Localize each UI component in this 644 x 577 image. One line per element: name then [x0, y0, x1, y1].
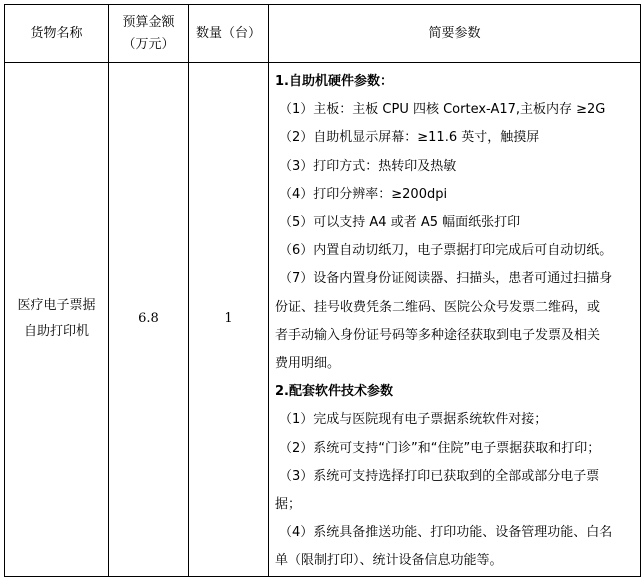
quantity-cell	[189, 63, 269, 577]
goods-name-line1: 医疗电子票据	[17, 298, 96, 314]
budget-cell	[109, 63, 189, 577]
goods-name-cell	[5, 63, 109, 577]
software-item-3-line: （3）系统可支持选择打印已获取到的全部或部分电子票	[279, 468, 600, 484]
software-item-3-line: 据；	[275, 497, 302, 513]
header-budget-line2: （万元）	[122, 36, 175, 52]
hardware-item-7-line: 份证、挂号收费凭条二维码、医院公众号发票二维码，或	[275, 299, 601, 315]
hardware-item: （1）主板：主板 CPU 四核 Cortex-A17,主板内存 ≥2G	[279, 102, 606, 118]
procurement-table	[4, 4, 641, 577]
quantity-value: 1	[224, 311, 233, 327]
header-goods-name: 货物名称	[5, 5, 109, 63]
hardware-item: （3）打印方式：热转印及热敏	[279, 158, 457, 174]
software-item-4-line: （4）系统具备推送功能、打印功能、设备管理功能、白名	[279, 525, 613, 541]
hardware-item-7-line: 者手动输入身份证号码等多种途径获取到电子发票及相关	[275, 327, 601, 343]
hardware-item: （5）可以支持 A4 或者 A5 幅面纸张打印	[279, 215, 521, 231]
budget-value: 6.8	[138, 311, 159, 327]
header-spec: 简要参数	[269, 5, 641, 63]
hardware-item-7-line: （7）设备内置身份证阅读器、扫描头，患者可通过扫描身	[279, 271, 613, 287]
software-item-4-line: 单（限制打印）、统计设备信息功能等。	[275, 553, 503, 569]
header-quantity: 数量（台）	[189, 5, 269, 63]
software-item: （2）系统可支持“门诊”和“住院”电子票据获取和打印；	[279, 440, 601, 456]
software-section-title: 2.配套软件技术参数	[275, 384, 393, 400]
spec-cell	[269, 63, 641, 577]
hardware-item: （6）内置自动切纸刀，电子票据打印完成后可自动切纸。	[279, 243, 613, 259]
header-budget	[109, 5, 189, 63]
hardware-item: （2）自助机显示屏幕：≥11.6 英寸，触摸屏	[279, 130, 540, 146]
data-row	[5, 63, 641, 577]
hardware-item-7-line: 费用明细。	[275, 356, 341, 372]
goods-name-line2: 自助打印机	[23, 324, 89, 340]
header-row	[5, 5, 641, 63]
software-item: （1）完成与医院现有电子票据系统软件对接；	[279, 412, 548, 428]
hardware-item: （4）打印分辨率：≥200dpi	[279, 186, 448, 202]
hardware-section-title: 1.自助机硬件参数：	[275, 74, 393, 89]
header-budget-line1: 预算金额	[122, 14, 175, 30]
